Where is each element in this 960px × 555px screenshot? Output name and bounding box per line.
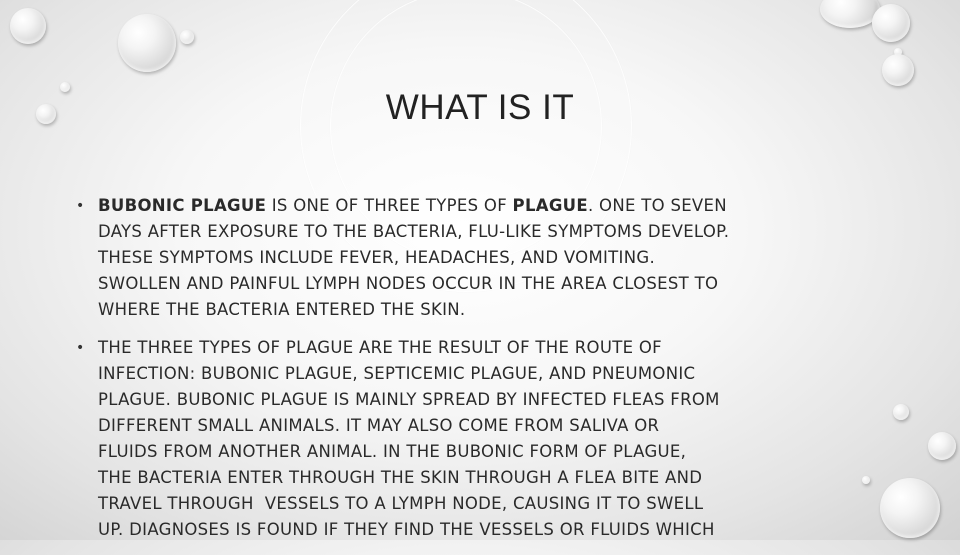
bullet-text-line — [98, 517, 796, 543]
bullet-text-line — [98, 465, 796, 491]
bullet-text-line — [98, 271, 796, 297]
bullet-text-line — [98, 335, 796, 361]
bullet-text-line — [98, 491, 796, 517]
text-run: THE BACTERIA ENTER THROUGH THE SKIN THROUGH A FLEA BITE AND — [98, 468, 703, 487]
bullet-text-line — [98, 297, 796, 323]
text-run: THE THREE TYPES OF PLAGUE ARE THE RESULT OF THE ROUTE OF — [98, 338, 662, 357]
bullet-text-line — [98, 193, 796, 219]
bold-term: BUBONIC PLAGUE — [98, 196, 267, 215]
text-run: PLAGUE. BUBONIC PLAGUE IS MAINLY SPREAD BY INFECTED FLEAS FROM — [98, 390, 720, 409]
text-run: IS ONE OF THREE TYPES OF — [266, 196, 513, 215]
water-drop-decoration — [928, 432, 956, 460]
bullet-text-line — [98, 387, 796, 413]
water-drop-decoration — [820, 0, 880, 28]
text-run: TRAVEL THROUGH VESSELS TO A LYMPH NODE, CAUSING IT TO SWELL — [98, 494, 704, 513]
water-drop-decoration — [36, 104, 56, 124]
text-run: INFECTION: BUBONIC PLAGUE, SEPTICEMIC PLAGUE, AND PNEUMONIC — [98, 364, 696, 383]
bold-term: PLAGUE — [512, 196, 588, 215]
water-drop-decoration — [893, 404, 909, 420]
water-drop-decoration — [60, 82, 70, 92]
bullet-text-line — [98, 245, 796, 271]
bullet-text-line — [98, 219, 796, 245]
water-drop-decoration — [118, 14, 176, 72]
slide-title: WHAT IS IT — [385, 88, 575, 127]
text-run: UP. DIAGNOSES IS FOUND IF THEY FIND THE VESSELS OR FLUIDS WHICH — [98, 520, 715, 539]
bullet-item — [76, 193, 796, 323]
bullet-text-line — [98, 439, 796, 465]
water-drop-decoration — [880, 478, 940, 538]
bullet-text-line — [98, 413, 796, 439]
water-drop-decoration — [862, 476, 870, 484]
text-run: WHERE THE BACTERIA ENTERED THE SKIN. — [98, 300, 466, 319]
water-drop-decoration — [882, 54, 914, 86]
bullet-item — [76, 335, 796, 543]
text-run: . ONE TO SEVEN — [587, 196, 727, 215]
text-run: DIFFERENT SMALL ANIMALS. IT MAY ALSO COME FROM SALIVA OR — [98, 416, 660, 435]
bullet-marker: • — [76, 340, 85, 356]
text-run: THESE SYMPTOMS INCLUDE FEVER, HEADACHES, AND VOMITING. — [98, 248, 655, 267]
bullet-marker: • — [76, 198, 85, 214]
water-drop-decoration — [180, 30, 194, 44]
water-drop-decoration — [872, 4, 910, 42]
text-run: DAYS AFTER EXPOSURE TO THE BACTERIA, FLU-LIKE SYMPTOMS DEVELOP. — [98, 222, 730, 241]
bullet-list — [76, 193, 796, 555]
water-drop-decoration — [10, 8, 46, 44]
bullet-text-line — [98, 361, 796, 387]
text-run: FLUIDS FROM ANOTHER ANIMAL. IN THE BUBONIC FORM OF PLAGUE, — [98, 442, 687, 461]
text-run: SWOLLEN AND PAINFUL LYMPH NODES OCCUR IN THE AREA CLOSEST TO — [98, 274, 719, 293]
